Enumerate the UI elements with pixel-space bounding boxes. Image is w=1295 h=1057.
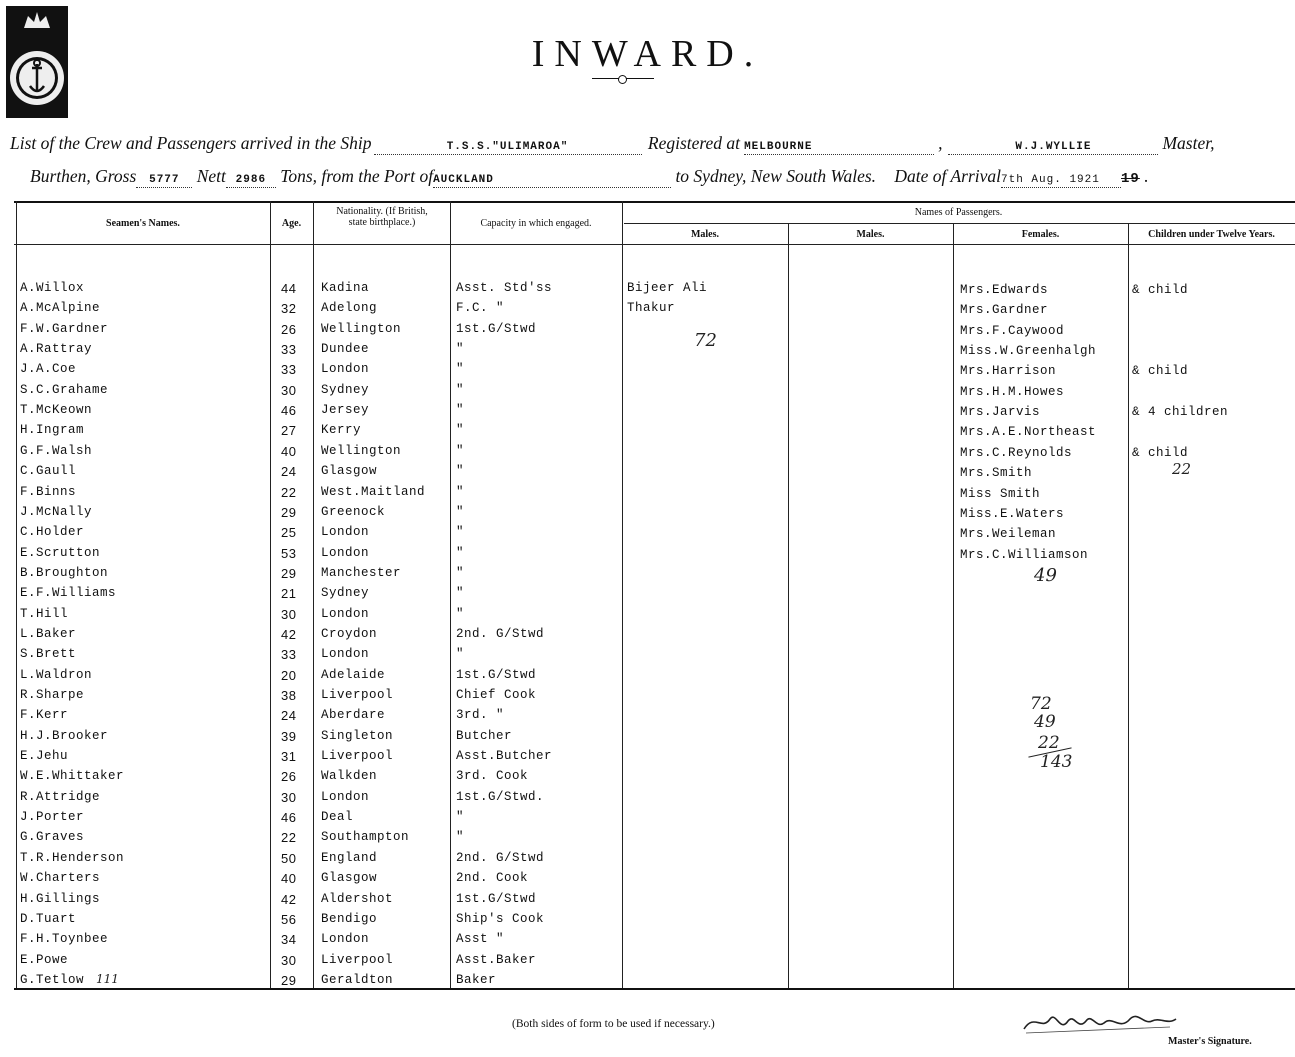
seaman-name: F.Binns	[20, 485, 77, 499]
seaman-name: W.E.Whittaker	[20, 769, 125, 783]
seaman-age: 39	[281, 729, 297, 744]
seaman-capacity: "	[456, 810, 465, 824]
col-females: Females.	[1021, 229, 1060, 240]
seaman-capacity: "	[456, 383, 465, 397]
seaman-nationality: Glasgow	[321, 871, 378, 885]
seaman-capacity: "	[456, 546, 465, 560]
seaman-name: H.J.Brooker	[20, 729, 109, 743]
seaman-nationality: Jersey	[321, 403, 370, 417]
tons-label: Tons, from the Port of	[280, 166, 434, 186]
title-ornament	[592, 78, 654, 79]
seaman-age: 22	[281, 485, 297, 500]
list-caption: List of the Crew and Passengers arrived in the Ship	[10, 133, 372, 153]
sum-line-1: 72	[1030, 694, 1052, 714]
seaman-capacity: Ship's Cook	[456, 912, 545, 926]
seaman-capacity: "	[456, 586, 465, 600]
seaman-nationality: Wellington	[321, 444, 402, 458]
seaman-name: F.Kerr	[20, 708, 69, 722]
seaman-nationality: Geraldton	[321, 973, 394, 987]
seaman-nationality: Liverpool	[321, 688, 394, 702]
seaman-name: T.Hill	[20, 607, 69, 621]
seaman-capacity: "	[456, 342, 465, 356]
female-passenger: Mrs.C.Reynolds	[960, 446, 1073, 460]
seaman-name: G.F.Walsh	[20, 444, 93, 458]
seaman-age: 56	[281, 912, 297, 927]
seaman-nationality: Kadina	[321, 281, 370, 295]
seaman-name: S.Brett	[20, 647, 77, 661]
seaman-capacity: 2nd. G/Stwd	[456, 627, 545, 641]
seaman-name: D.Tuart	[20, 912, 77, 926]
seaman-name: G.Graves	[20, 830, 85, 844]
seaman-name: J.McNally	[20, 505, 93, 519]
seaman-age: 21	[281, 586, 297, 601]
seaman-name: A.McAlpine	[20, 301, 101, 315]
seaman-nationality: London	[321, 362, 370, 376]
seaman-capacity: "	[456, 423, 465, 437]
seaman-name: R.Attridge	[20, 790, 101, 804]
seaman-name: A.Rattray	[20, 342, 93, 356]
seaman-age: 40	[281, 871, 297, 886]
seaman-age: 27	[281, 423, 297, 438]
seaman-capacity: "	[456, 362, 465, 376]
seaman-age: 42	[281, 627, 297, 642]
seaman-age: 24	[281, 464, 297, 479]
seaman-age: 24	[281, 708, 297, 723]
seaman-capacity: Asst. Std'ss	[456, 281, 553, 295]
seaman-age: 26	[281, 322, 297, 337]
col-males-2: Males.	[856, 229, 885, 240]
seaman-nationality: Kerry	[321, 423, 362, 437]
seaman-capacity: 2nd. G/Stwd	[456, 851, 545, 865]
seaman-age: 42	[281, 892, 297, 907]
seaman-name: W.Charters	[20, 871, 101, 885]
seaman-age: 29	[281, 566, 297, 581]
seaman-nationality: Sydney	[321, 383, 370, 397]
seaman-capacity: Asst.Baker	[456, 953, 537, 967]
col-passengers: Names of Passengers.	[914, 207, 1003, 218]
seaman-nationality: Manchester	[321, 566, 402, 580]
seaman-name: A.Willox	[20, 281, 85, 295]
seaman-nationality: Singleton	[321, 729, 394, 743]
footer-note: (Both sides of form to be used if necessary.)	[512, 1018, 715, 1030]
seaman-nationality: West.Maitland	[321, 485, 426, 499]
seaman-nationality: Deal	[321, 810, 354, 824]
seaman-age: 30	[281, 383, 297, 398]
seaman-capacity: "	[456, 403, 465, 417]
seaman-capacity: 1st.G/Stwd	[456, 892, 537, 906]
tally-mark: 111	[96, 972, 119, 986]
seaman-capacity: 1st.G/Stwd.	[456, 790, 545, 804]
seaman-name: E.Powe	[20, 953, 69, 967]
col-males-1: Males.	[690, 229, 720, 240]
destination-label: to Sydney, New South Wales.	[675, 166, 877, 186]
ship-name: T.S.S."ULIMAROA"	[446, 141, 569, 153]
signature-label: Master's Signature.	[1168, 1036, 1252, 1047]
males-count-note: 72	[694, 330, 717, 351]
seaman-nationality: Dundee	[321, 342, 370, 356]
seaman-nationality: Aldershot	[321, 892, 394, 906]
seaman-nationality: Croydon	[321, 627, 378, 641]
header-line-2: Burthen, Gross 5777 Nett 2986 Tons, from the Port ofAUCKLAND to Sydney, New South Wales. Date of Arrival7th Aug. 1921 19 .	[30, 166, 1149, 187]
children-note: & child	[1132, 283, 1189, 297]
female-passenger: Mrs.F.Caywood	[960, 324, 1065, 338]
seaman-age: 34	[281, 932, 297, 947]
seaman-capacity: Butcher	[456, 729, 513, 743]
female-passenger: Mrs.H.M.Howes	[960, 385, 1065, 399]
seaman-name: J.A.Coe	[20, 362, 77, 376]
seaman-age: 53	[281, 546, 297, 561]
female-passenger: Miss Smith	[960, 487, 1041, 501]
seaman-capacity: Asst.Butcher	[456, 749, 553, 763]
gross-tons: 5777	[149, 174, 180, 186]
seaman-name: F.H.Toynbee	[20, 932, 109, 946]
sum-line-3: 22	[1038, 733, 1060, 753]
col-nationality: Nationality. (If British, state birthplace.)	[336, 206, 428, 228]
female-passenger: Mrs.Harrison	[960, 364, 1057, 378]
port-of-origin: AUCKLAND	[433, 174, 494, 186]
nett-label: Nett	[196, 166, 226, 186]
seaman-capacity: "	[456, 830, 465, 844]
seaman-capacity: 2nd. Cook	[456, 871, 529, 885]
seaman-name: H.Ingram	[20, 423, 85, 437]
seaman-name: E.F.Williams	[20, 586, 117, 600]
male-passenger: Thakur	[627, 301, 676, 315]
seaman-age: 50	[281, 851, 297, 866]
seaman-age: 30	[281, 607, 297, 622]
col-children: Children under Twelve Years.	[1148, 229, 1275, 240]
col-seamen-names: Seamen's Names.	[106, 218, 180, 229]
seaman-age: 29	[281, 973, 297, 988]
seaman-capacity: "	[456, 485, 465, 499]
female-passenger: Mrs.Gardner	[960, 303, 1049, 317]
seaman-capacity: "	[456, 525, 465, 539]
seaman-nationality: England	[321, 851, 378, 865]
seaman-name: S.C.Grahame	[20, 383, 109, 397]
seaman-age: 44	[281, 281, 297, 296]
seaman-capacity: Asst "	[456, 932, 505, 946]
female-passenger: Miss.E.Waters	[960, 507, 1065, 521]
seaman-age: 46	[281, 810, 297, 825]
seaman-age: 29	[281, 505, 297, 520]
male-passenger: Bijeer Ali	[627, 281, 708, 295]
seaman-name: C.Gaull	[20, 464, 77, 478]
seaman-nationality: London	[321, 790, 370, 804]
seaman-name: R.Sharpe	[20, 688, 85, 702]
seaman-name: E.Scrutton	[20, 546, 101, 560]
page-title: INWARD.	[531, 33, 764, 75]
female-passenger: Mrs.Weileman	[960, 527, 1057, 541]
seaman-age: 26	[281, 769, 297, 784]
seaman-name: B.Broughton	[20, 566, 109, 580]
col-age: Age.	[281, 218, 302, 229]
seaman-age: 30	[281, 953, 297, 968]
seaman-capacity: F.C. "	[456, 301, 505, 315]
female-passenger: Mrs.Smith	[960, 466, 1033, 480]
seaman-name: G.Tetlow	[20, 973, 85, 987]
header-line-1: List of the Crew and Passengers arrived in the Ship T.S.S."ULIMAROA" Registered at MELBOURNE , W.J.WYLLIE Master,	[10, 133, 1215, 153]
seaman-name: T.McKeown	[20, 403, 93, 417]
seaman-nationality: Southampton	[321, 830, 410, 844]
seaman-capacity: "	[456, 505, 465, 519]
seaman-age: 46	[281, 403, 297, 418]
female-passenger: Mrs.C.Williamson	[960, 548, 1089, 562]
female-passenger: Miss.W.Greenhalgh	[960, 344, 1097, 358]
seaman-nationality: Liverpool	[321, 749, 394, 763]
col-capacity: Capacity in which engaged.	[480, 218, 592, 229]
seaman-capacity: "	[456, 444, 465, 458]
female-passenger: Mrs.A.E.Northeast	[960, 425, 1097, 439]
seaman-age: 40	[281, 444, 297, 459]
seaman-capacity: 3rd. Cook	[456, 769, 529, 783]
children-note: & child	[1132, 364, 1189, 378]
seaman-age: 33	[281, 342, 297, 357]
seaman-capacity: 3rd. "	[456, 708, 505, 722]
female-passenger: Mrs.Edwards	[960, 283, 1049, 297]
seaman-age: 31	[281, 749, 297, 764]
registered-at: MELBOURNE	[744, 141, 813, 153]
seaman-name: E.Jehu	[20, 749, 69, 763]
arrival-year-suffix: 19	[1121, 171, 1140, 187]
seaman-name: L.Baker	[20, 627, 77, 641]
seaman-name: H.Gillings	[20, 892, 101, 906]
seaman-age: 20	[281, 668, 297, 683]
seaman-name: F.W.Gardner	[20, 322, 109, 336]
seaman-nationality: Adelong	[321, 301, 378, 315]
children-note: & 4 children	[1132, 405, 1229, 419]
seaman-nationality: Liverpool	[321, 953, 394, 967]
seaman-age: 32	[281, 301, 297, 316]
seaman-nationality: London	[321, 607, 370, 621]
seaman-age: 33	[281, 647, 297, 662]
seaman-capacity: "	[456, 566, 465, 580]
seaman-name: C.Holder	[20, 525, 85, 539]
seaman-capacity: 1st.G/Stwd	[456, 322, 537, 336]
seaman-capacity: "	[456, 464, 465, 478]
master-label: Master,	[1162, 133, 1215, 153]
seaman-nationality: Greenock	[321, 505, 386, 519]
females-count-note: 49	[1034, 565, 1057, 586]
seaman-nationality: Aberdare	[321, 708, 386, 722]
seaman-nationality: London	[321, 546, 370, 560]
seaman-nationality: London	[321, 932, 370, 946]
seaman-capacity: 1st.G/Stwd	[456, 668, 537, 682]
seaman-capacity: "	[456, 607, 465, 621]
seaman-nationality: Wellington	[321, 322, 402, 336]
seaman-age: 22	[281, 830, 297, 845]
seaman-capacity: Chief Cook	[456, 688, 537, 702]
seaman-nationality: Sydney	[321, 586, 370, 600]
seaman-nationality: London	[321, 525, 370, 539]
sum-line-2: 49	[1034, 712, 1056, 732]
seaman-name: L.Waldron	[20, 668, 93, 682]
seaman-nationality: London	[321, 647, 370, 661]
arrival-date: 7th Aug. 1921	[1001, 174, 1100, 186]
burthen-label: Burthen, Gross	[30, 166, 137, 186]
seaman-age: 38	[281, 688, 297, 703]
seaman-nationality: Bendigo	[321, 912, 378, 926]
seaman-nationality: Glasgow	[321, 464, 378, 478]
master-name: W.J.WYLLIE	[1015, 141, 1092, 153]
seaman-age: 33	[281, 362, 297, 377]
seaman-capacity: "	[456, 647, 465, 661]
seaman-age: 30	[281, 790, 297, 805]
seaman-capacity: Baker	[456, 973, 497, 987]
seaman-nationality: Adelaide	[321, 668, 386, 682]
seaman-name: J.Porter	[20, 810, 85, 824]
registered-label: Registered at	[647, 133, 741, 153]
seaman-age: 25	[281, 525, 297, 540]
master-signature	[1020, 1005, 1180, 1039]
seaman-nationality: Walkden	[321, 769, 378, 783]
female-passenger: Mrs.Jarvis	[960, 405, 1041, 419]
children-note: & child	[1132, 446, 1189, 460]
sum-total: 143	[1040, 752, 1073, 772]
arrival-label: Date of Arrival	[894, 166, 1002, 186]
seaman-name: T.R.Henderson	[20, 851, 125, 865]
children-count-note: 22	[1172, 460, 1192, 478]
nett-tons: 2986	[235, 174, 267, 186]
